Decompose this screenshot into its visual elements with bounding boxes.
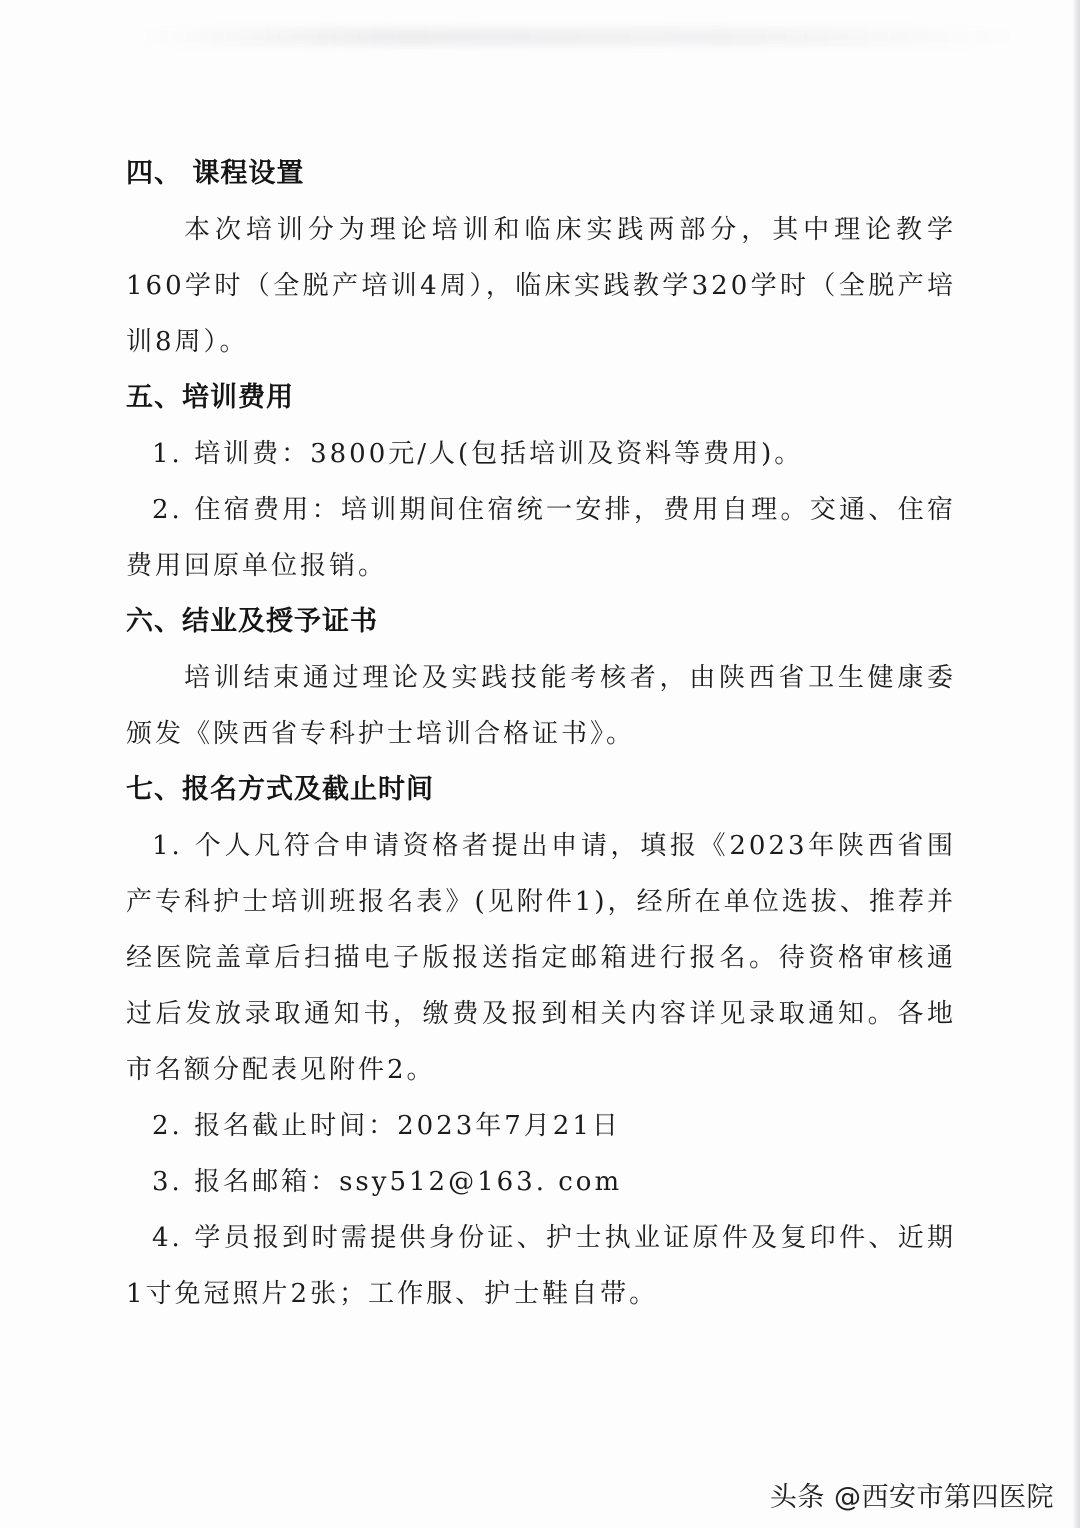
section-7-item-2: 2. 报名截止时间：2023年7月21日 bbox=[152, 1111, 621, 1141]
section-4-heading: 四、 课程设置 bbox=[126, 158, 305, 189]
section-5-item-2: 2. 住宿费用：培训期间住宿统一安排，费用自理。交通、住宿费用回原单位报销。 bbox=[126, 495, 956, 581]
source-watermark: 头条 @西安市第四医院 bbox=[769, 1482, 1054, 1513]
scan-edge bbox=[1072, 0, 1080, 1528]
section-6-body: 培训结束通过理论及实践技能考核者，由陕西省卫生健康委颁发《陕西省专科护士培训合格证书》。 bbox=[126, 663, 956, 749]
section-5-heading: 五、培训费用 bbox=[126, 382, 294, 413]
section-5-item-1: 1. 培训费：3800元/人(包括培训及资料等费用)。 bbox=[152, 439, 804, 469]
section-7-item-3: 3. 报名邮箱：ssy512@163. com bbox=[152, 1167, 623, 1197]
section-7-heading: 七、报名方式及截止时间 bbox=[126, 774, 434, 805]
section-6-heading: 六、结业及授予证书 bbox=[126, 606, 378, 637]
section-7-item-1: 1. 个人凡符合申请资格者提出申请，填报《2023年陕西省围产专科护士培训班报名表》(见附件1)，经所在单位选拔、推荐并经医院盖章后扫描电子版报送指定邮箱进行报名。待资格审核通过后发放录取通知书，缴费及报到相关内容详见录取通知。各地市名额分配表见附件2。 bbox=[126, 831, 956, 1085]
section-4-body: 本次培训分为理论培训和临床实践两部分，其中理论教学160学时（全脱产培训4周），临床实践教学320学时（全脱产培训8周）。 bbox=[126, 215, 956, 357]
section-7-item-4: 4. 学员报到时需提供身份证、护士执业证原件及复印件、近期1寸免冠照片2张；工作服、护士鞋自带。 bbox=[126, 1223, 956, 1309]
document-body bbox=[126, 146, 956, 1322]
scan-shadow bbox=[140, 28, 1020, 46]
